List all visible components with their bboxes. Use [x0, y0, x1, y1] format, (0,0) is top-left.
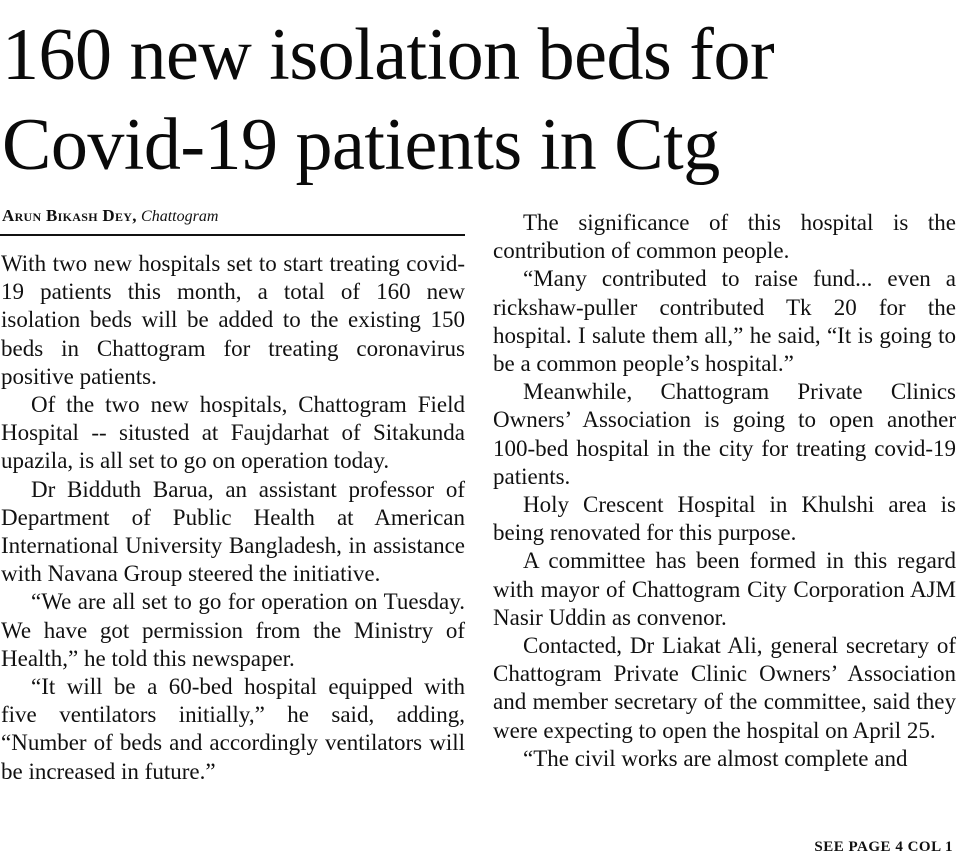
headline-line-2: Covid-19 patients in Ctg: [2, 104, 720, 186]
paragraph: “The civil works are almost complete and: [523, 745, 908, 771]
paragraph: Holy Crescent Hospital in Khulshi area is being renovated for this purpose.: [493, 492, 956, 546]
byline: [2, 204, 464, 229]
byline-author: Arun Bikash Dey,: [2, 206, 137, 225]
byline-location: Chattogram: [141, 208, 219, 225]
paragraph: Meanwhile, Chattogram Private Clinics Owners’ Association is going to open another 100-bed hospital in the city for treating covid-19 patients.: [493, 379, 956, 489]
paragraph: “It will be a 60-bed hospital equipped with five ventilators initially,” he said, adding, “Number of beds and accordingly ventilators will be increased in future.”: [1, 674, 465, 784]
article-column-left: [1, 250, 465, 786]
paragraph: “We are all set to go for operation on Tuesday. We have got permission from the Ministry of Health,” he told this newspaper.: [1, 589, 465, 671]
paragraph: Dr Bidduth Barua, an assistant professor of Department of Public Health at American International University Bangladesh, in assistance with Navana Group steered the initiative.: [1, 476, 465, 587]
paragraph: With two new hospitals set to start treating covid-19 patients this month, a total of 160 new isolation beds will be added to the existing 150 beds in Chattogram for treating coronavirus positive patients.: [1, 251, 465, 389]
paragraph: Of the two new hospitals, Chattogram Field Hospital -- situsted at Faujdarhat of Sitakunda upazila, is all set to go on operation today.: [1, 392, 465, 474]
paragraph: Contacted, Dr Liakat Ali, general secretary of Chattogram Private Clinic Owners’ Association and member secretary of the committee, said they were expecting to open the hospital on April 25.: [493, 633, 956, 743]
byline-divider: [0, 234, 465, 236]
continued-on-page-reference: SEE PAGE 4 COL 1: [814, 839, 953, 855]
headline-line-1: 160 new isolation beds for: [2, 14, 775, 96]
paragraph: The significance of this hospital is the contribution of common people.: [493, 210, 956, 264]
article-column-right: [493, 209, 956, 773]
headline: [2, 10, 957, 190]
paragraph: A committee has been formed in this regard with mayor of Chattogram City Corporation AJM Nasir Uddin as convenor.: [493, 548, 956, 630]
paragraph: “Many contributed to raise fund... even a rickshaw-puller contributed Tk 20 for the hospital. I salute them all,” he said, “It is going to be a common people’s hospital.”: [493, 266, 956, 377]
